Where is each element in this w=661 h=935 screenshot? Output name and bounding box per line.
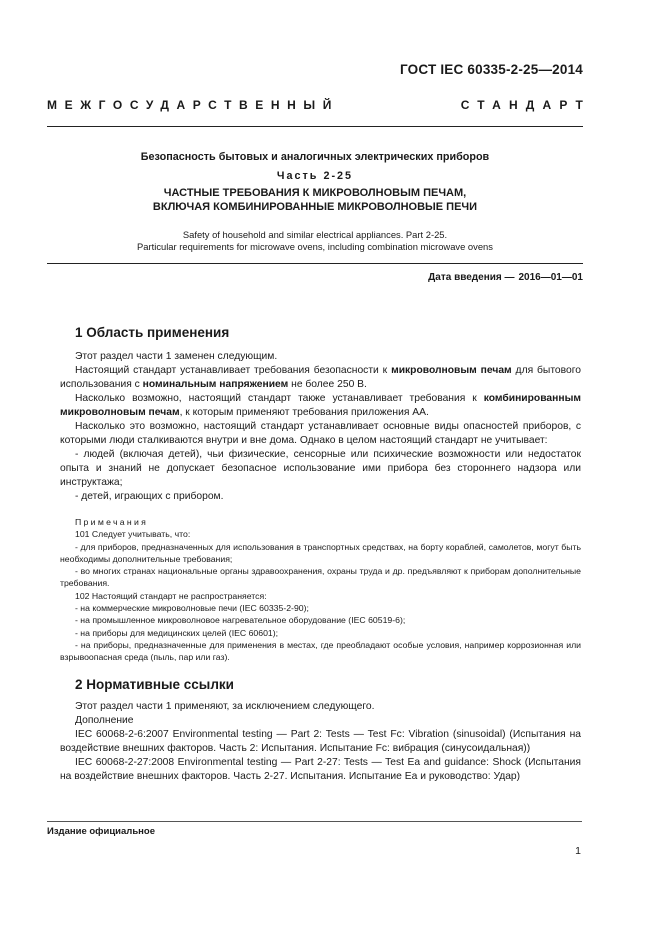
note-item: - на коммерческие микроволновые печи (IEC 60335-2-90); xyxy=(75,603,309,614)
section1-heading: 1 Область применения xyxy=(75,325,230,340)
section1-paragraph: - детей, играющих с прибором. xyxy=(75,491,224,502)
english-title-line2: Particular requirements for microwave ovens, including combination microwave ovens xyxy=(137,241,493,252)
section1-paragraph: - людей (включая детей), чьи физические, сенсорные или психические возможности или недостаток опыта и знаний не допускает безопасное использование ими прибора без стороннего надзора или инструктажа; xyxy=(60,449,581,488)
note-item: - во многих странах национальные органы здравоохранения, охраны труда и др. предъявляют к приборам дополнительные требования. xyxy=(60,566,581,589)
section2-paragraph: IEC 60068-2-6:2007 Environmental testing — Part 2: Tests — Test Fc: Vibration (sinusoidal) (Испытания на воздействие внешних факторов. Часть 2: Испытания. Испытание Fc: вибрация (синусоидальная)) xyxy=(60,729,581,754)
footer-rule xyxy=(47,821,582,822)
section1-body xyxy=(60,350,581,504)
note-item: - на промышленное микроволновое нагревательное оборудование (IEC 60519-6); xyxy=(75,615,406,626)
section2-heading: 2 Нормативные ссылки xyxy=(75,677,234,692)
document-code: ГОСТ IEC 60335-2-25—2014 xyxy=(399,62,583,77)
note-item: - на приборы, предназначенные для применения в местах, где преобладают особые условия, например коррозионная или взрывоопасная среда (пыль, пар или газ). xyxy=(60,639,581,663)
section1-paragraph: Настоящий стандарт устанавливает требования безопасности к микроволновым печам для бытового использования с номинальным напряжением не более 250 В. xyxy=(60,365,581,390)
section1-paragraph: Насколько это возможно, настоящий стандарт устанавливает основные виды опасностей приборов, с которыми люди сталкиваются внутри и вне дома. Однако в целом настоящий стандарт не учитывает: xyxy=(60,421,581,446)
standard-title: Безопасность бытовых и аналогичных электрических приборов xyxy=(140,151,490,163)
note-item: - для приборов, предназначенных для использования в транспортных средствах, на борту кораблей, самолетов, могут быть необходимы дополнительные требования; xyxy=(60,541,581,564)
section1-paragraph: Насколько возможно, настоящий стандарт также устанавливает требования к комбинированным микроволновым печам, к которым применяют требования приложения АА. xyxy=(60,393,581,418)
notes-heading: Примечания xyxy=(75,517,149,527)
section2-body xyxy=(60,700,581,784)
standard-part: Часть 2-25 xyxy=(276,170,354,182)
interstate-standard-banner xyxy=(47,98,591,112)
note-item: 102 Настоящий стандарт не распространяется: xyxy=(75,590,267,601)
term-microwave-ovens: микроволновым печам xyxy=(391,365,512,376)
term-rated-voltage: номинальным напряжением xyxy=(142,379,289,390)
header-rule xyxy=(47,126,583,127)
page-number: 1 xyxy=(575,845,581,857)
section2-paragraph: Этот раздел части 1 применяют, за исключением следующего. xyxy=(75,701,375,712)
section2-paragraph: IEC 60068-2-27:2008 Environmental testing — Part 2-27: Tests — Test Ea and guidance: Shock (Испытания на воздействие внешних факторов. Часть 2-27. Испытания. Испытание Ea и руководство: Удар) xyxy=(60,757,581,782)
term-combination-ovens: комбинированным микроволновым печам xyxy=(60,393,581,418)
standard-subtitle-line1: ЧАСТНЫЕ ТРЕБОВАНИЯ К МИКРОВОЛНОВЫМ ПЕЧАМ, xyxy=(163,187,467,199)
title-rule xyxy=(47,263,583,264)
standard-word: СТАНДАРТ xyxy=(460,98,591,112)
standard-subtitle-line2: ВКЛЮЧАЯ КОМБИНИРОВАННЫЕ МИКРОВОЛНОВЫЕ ПЕЧИ xyxy=(152,201,478,213)
section1-paragraph: Этот раздел части 1 заменен следующим. xyxy=(75,351,278,362)
introduction-date xyxy=(428,272,583,283)
official-edition-label: Издание официальное xyxy=(47,826,155,837)
section2-paragraph: Дополнение xyxy=(75,715,134,726)
note-item: - на приборы для медицинских целей (IEC 60601); xyxy=(75,627,279,638)
introduction-date-label: Дата введения — xyxy=(428,272,515,283)
notes-block xyxy=(60,516,581,664)
introduction-date-value: 2016—01—01 xyxy=(518,272,583,283)
english-title-line1: Safety of household and similar electrical appliances. Part 2-25. xyxy=(182,229,448,240)
note-item: 101 Следует учитывать, что: xyxy=(75,529,191,540)
interstate-word: МЕЖГОСУДАРСТВЕННЫЙ xyxy=(47,98,339,112)
